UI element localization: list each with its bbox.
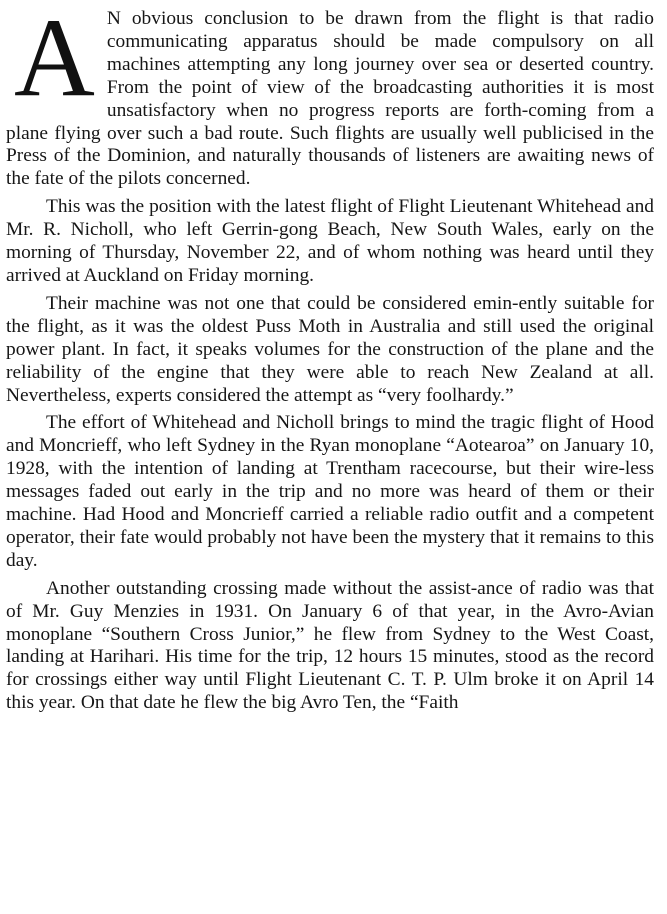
paragraph-whitehead-flight	[6, 196, 654, 288]
paragraph-machine	[6, 293, 654, 408]
paragraph-intro	[6, 0, 654, 191]
paragraph-text: The effort of Whitehead and Nicholl brings to mind the tragic flight of Hood and Moncrieff, who left Sydney in the Ryan monoplane “Aotearoa” on January 10, 1928, with the intention of landing at Trentham racecourse, but their wire-less messages faded out early in the trip and no more was heard of them or their machine. Had Hood and Moncrieff carried a reliable radio outfit and a competent operator, their fate would probably not have been the mystery that it remains to this day.	[6, 412, 654, 571]
paragraph-hood-moncrieff	[6, 412, 654, 572]
paragraph-text: Their machine was not one that could be considered emin-ently suitable for the flight, as it was the oldest Puss Moth in Australia and still used the original power plant. In fact, it speaks volumes for the construction of the plane and the reliability of the engine that they were able to reach New Zealand at all. Nevertheless, experts considered the attempt as “very foolhardy.”	[6, 292, 654, 406]
paragraph-text: This was the position with the latest flight of Flight Lieutenant Whitehead and Mr. R. Nicholl, who left Gerrin-gong Beach, New South Wales, early on the morning of Thursday, November 22, and of whom nothing was heard until they arrived at Auckland on Friday morning.	[6, 196, 654, 286]
article-column	[6, 0, 654, 720]
paragraph-menzies	[6, 578, 654, 715]
paragraph-text: Another outstanding crossing made without the assist-ance of radio was that of Mr. Guy Menzies in 1931. On January 6 of that year, in the Avro-Avian monoplane “Southern Cross Junior,” he flew from Sydney to the West Coast, landing at Harihari. His time for the trip, 12 hours 15 minutes, stood as the record for crossings either way until Flight Lieutenant C. T. P. Ulm broke it on April 14 this year. On that date he flew the big Avro Ten, the “Faith	[6, 577, 654, 714]
paragraph-text: N obvious conclusion to be drawn from the flight is that radio communicating apparatus should be made compulsory on all machines attempting any long journey over sea or deserted country. From the point of view of the broadcasting authorities it is most unsatisfactory when no progress reports are forth-coming from a plane flying over such a bad route. Such flights are usually well publicised in the Press of the Dominion, and naturally thousands of listeners are awaiting news of the fate of the pilots concerned.	[6, 8, 654, 190]
drop-cap-letter: A	[14, 0, 95, 120]
